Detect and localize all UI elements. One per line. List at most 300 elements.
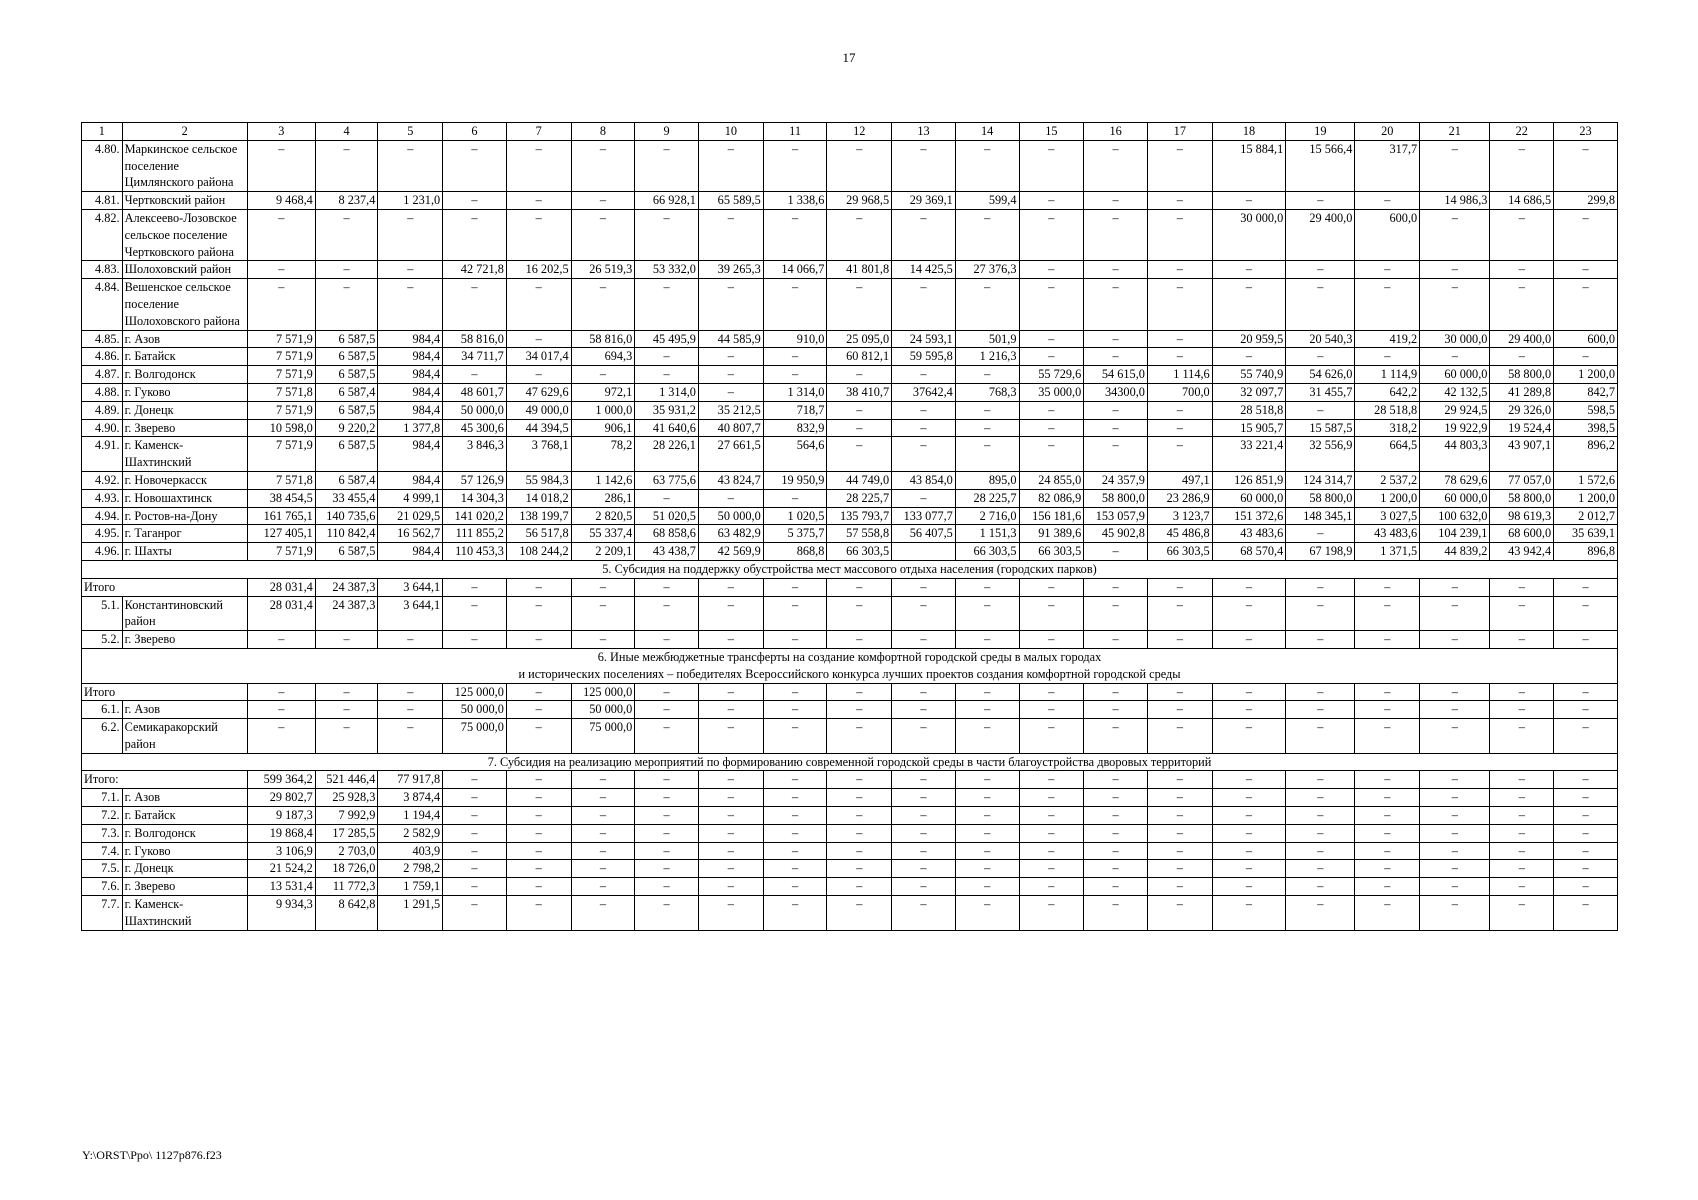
- value-cell: –: [1147, 140, 1212, 191]
- value-cell: 1 338,6: [763, 192, 827, 210]
- municipality-name: г. Каменск-Шахтинский: [122, 896, 247, 931]
- value-cell: 27 661,5: [698, 437, 763, 472]
- value-cell: 16 562,7: [378, 525, 443, 543]
- row-number: 7.7.: [82, 896, 123, 931]
- value-cell: 24 357,9: [1084, 471, 1148, 489]
- value-cell: 43 438,7: [635, 543, 699, 561]
- value-cell: –: [1554, 807, 1618, 825]
- section-heading: [82, 648, 1618, 683]
- value-cell: –: [378, 631, 443, 649]
- value-cell: –: [827, 789, 892, 807]
- column-header: 20: [1355, 123, 1420, 141]
- value-cell: –: [1084, 140, 1148, 191]
- value-cell: –: [1355, 348, 1420, 366]
- value-cell: 2 582,9: [378, 824, 443, 842]
- value-cell: –: [1286, 701, 1355, 719]
- value-cell: –: [315, 279, 378, 330]
- value-cell: –: [1286, 878, 1355, 896]
- value-cell: 1 759,1: [378, 878, 443, 896]
- value-cell: 43 907,1: [1490, 437, 1554, 472]
- file-path-footer: Y:\ORST\Ppo\ 1127p876.f23: [82, 1148, 222, 1162]
- column-header: 1: [82, 123, 123, 141]
- value-cell: 20 540,3: [1286, 330, 1355, 348]
- row-number: 5.1.: [82, 596, 123, 631]
- table-row: [82, 140, 1618, 191]
- value-cell: –: [635, 719, 699, 754]
- value-cell: 33 221,4: [1212, 437, 1286, 472]
- value-cell: 78 629,6: [1420, 471, 1490, 489]
- value-cell: –: [1554, 631, 1618, 649]
- table-row: [82, 789, 1618, 807]
- value-cell: 8 642,8: [315, 896, 378, 931]
- value-cell: –: [827, 578, 892, 596]
- value-cell: –: [506, 896, 571, 931]
- value-cell: –: [1147, 401, 1212, 419]
- municipality-name: г. Гуково: [122, 383, 247, 401]
- value-cell: –: [315, 719, 378, 754]
- value-cell: 2 716,0: [955, 507, 1019, 525]
- municipality-name: Вешенское сельское поселение Шолоховского района: [122, 279, 247, 330]
- value-cell: 972,1: [571, 383, 635, 401]
- value-cell: –: [1147, 807, 1212, 825]
- value-cell: 896,2: [1554, 437, 1618, 472]
- value-cell: 1 114,9: [1355, 366, 1420, 384]
- value-cell: –: [443, 140, 507, 191]
- value-cell: –: [247, 261, 315, 279]
- value-cell: 56 407,5: [892, 525, 956, 543]
- value-cell: 599,4: [955, 192, 1019, 210]
- value-cell: 718,7: [763, 401, 827, 419]
- value-cell: –: [1147, 771, 1212, 789]
- value-cell: –: [1084, 437, 1148, 472]
- value-cell: –: [635, 896, 699, 931]
- table-row: [82, 209, 1618, 260]
- value-cell: –: [247, 631, 315, 649]
- value-cell: 700,0: [1147, 383, 1212, 401]
- value-cell: –: [955, 401, 1019, 419]
- value-cell: –: [698, 383, 763, 401]
- value-cell: 5 375,7: [763, 525, 827, 543]
- value-cell: –: [1420, 824, 1490, 842]
- value-cell: –: [1019, 824, 1084, 842]
- value-cell: –: [506, 631, 571, 649]
- row-number: 5.2.: [82, 631, 123, 649]
- column-header: 7: [506, 123, 571, 141]
- value-cell: –: [635, 348, 699, 366]
- table-row: [82, 807, 1618, 825]
- value-cell: –: [1554, 842, 1618, 860]
- value-cell: 75 000,0: [443, 719, 507, 754]
- value-cell: –: [506, 842, 571, 860]
- value-cell: –: [1019, 401, 1084, 419]
- value-cell: –: [378, 701, 443, 719]
- value-cell: –: [763, 683, 827, 701]
- value-cell: 60 000,0: [1212, 489, 1286, 507]
- column-header: 15: [1019, 123, 1084, 141]
- value-cell: –: [763, 789, 827, 807]
- value-cell: –: [1019, 701, 1084, 719]
- value-cell: –: [1019, 719, 1084, 754]
- value-cell: –: [1147, 261, 1212, 279]
- value-cell: –: [955, 842, 1019, 860]
- value-cell: –: [1355, 596, 1420, 631]
- budget-table: [81, 122, 1618, 931]
- value-cell: 842,7: [1554, 383, 1618, 401]
- value-cell: 30 000,0: [1212, 209, 1286, 260]
- value-cell: –: [892, 719, 956, 754]
- value-cell: –: [247, 140, 315, 191]
- value-cell: –: [955, 824, 1019, 842]
- municipality-name: г. Таганрог: [122, 525, 247, 543]
- value-cell: –: [1147, 701, 1212, 719]
- value-cell: 1 291,5: [378, 896, 443, 931]
- value-cell: –: [1019, 279, 1084, 330]
- municipality-name: Чертковский район: [122, 192, 247, 210]
- table-row: [82, 192, 1618, 210]
- value-cell: 664,5: [1355, 437, 1420, 472]
- value-cell: –: [1212, 824, 1286, 842]
- value-cell: 1 151,3: [955, 525, 1019, 543]
- value-cell: –: [763, 896, 827, 931]
- value-cell: –: [1019, 683, 1084, 701]
- value-cell: –: [763, 878, 827, 896]
- value-cell: –: [1490, 824, 1554, 842]
- value-cell: 11 772,3: [315, 878, 378, 896]
- value-cell: –: [1420, 683, 1490, 701]
- value-cell: –: [1212, 807, 1286, 825]
- value-cell: –: [443, 771, 507, 789]
- value-cell: 984,4: [378, 543, 443, 561]
- municipality-name: г. Новошахтинск: [122, 489, 247, 507]
- value-cell: –: [443, 896, 507, 931]
- value-cell: –: [1019, 437, 1084, 472]
- value-cell: 35 000,0: [1019, 383, 1084, 401]
- row-number: 6.2.: [82, 719, 123, 754]
- value-cell: 42 569,9: [698, 543, 763, 561]
- value-cell: 29 326,0: [1490, 401, 1554, 419]
- row-number: 4.95.: [82, 525, 123, 543]
- value-cell: –: [443, 596, 507, 631]
- column-header: 17: [1147, 123, 1212, 141]
- value-cell: 68 858,6: [635, 525, 699, 543]
- value-cell: 125 000,0: [443, 683, 507, 701]
- value-cell: 58 800,0: [1286, 489, 1355, 507]
- municipality-name: г. Азов: [122, 330, 247, 348]
- value-cell: –: [1147, 860, 1212, 878]
- value-cell: –: [506, 683, 571, 701]
- column-header: 6: [443, 123, 507, 141]
- value-cell: 2 820,5: [571, 507, 635, 525]
- value-cell: 14 986,3: [1420, 192, 1490, 210]
- value-cell: 39 265,3: [698, 261, 763, 279]
- row-number: 4.92.: [82, 471, 123, 489]
- value-cell: –: [1084, 701, 1148, 719]
- value-cell: 25 095,0: [827, 330, 892, 348]
- value-cell: 28 518,8: [1355, 401, 1420, 419]
- value-cell: –: [1490, 683, 1554, 701]
- value-cell: –: [506, 878, 571, 896]
- value-cell: 50 000,0: [571, 701, 635, 719]
- value-cell: –: [763, 860, 827, 878]
- column-header: 13: [892, 123, 956, 141]
- value-cell: 2 798,2: [378, 860, 443, 878]
- value-cell: 41 801,8: [827, 261, 892, 279]
- value-cell: 24 593,1: [892, 330, 956, 348]
- value-cell: –: [698, 596, 763, 631]
- value-cell: 44 839,2: [1420, 543, 1490, 561]
- value-cell: 28 031,4: [247, 578, 315, 596]
- value-cell: –: [892, 896, 956, 931]
- value-cell: 34 017,4: [506, 348, 571, 366]
- value-cell: –: [378, 719, 443, 754]
- value-cell: –: [1355, 631, 1420, 649]
- value-cell: 317,7: [1355, 140, 1420, 191]
- value-cell: 100 632,0: [1420, 507, 1490, 525]
- value-cell: –: [635, 140, 699, 191]
- value-cell: 28 031,4: [247, 596, 315, 631]
- value-cell: –: [1420, 209, 1490, 260]
- column-header: 23: [1554, 123, 1618, 141]
- value-cell: 9 468,4: [247, 192, 315, 210]
- value-cell: 37642,4: [892, 383, 956, 401]
- value-cell: –: [315, 261, 378, 279]
- municipality-name: г. Азов: [122, 701, 247, 719]
- value-cell: –: [955, 878, 1019, 896]
- value-cell: –: [1554, 209, 1618, 260]
- value-cell: –: [443, 366, 507, 384]
- value-cell: –: [1554, 824, 1618, 842]
- value-cell: –: [1147, 578, 1212, 596]
- column-header: 5: [378, 123, 443, 141]
- column-header: 2: [122, 123, 247, 141]
- value-cell: –: [955, 807, 1019, 825]
- value-cell: –: [443, 631, 507, 649]
- value-cell: –: [1019, 209, 1084, 260]
- value-cell: –: [1554, 860, 1618, 878]
- value-cell: [892, 543, 956, 561]
- municipality-name: г. Ростов-на-Дону: [122, 507, 247, 525]
- value-cell: 1 000,0: [571, 401, 635, 419]
- value-cell: 29 924,5: [1420, 401, 1490, 419]
- municipality-name: Семикаракорский район: [122, 719, 247, 754]
- value-cell: 24 855,0: [1019, 471, 1084, 489]
- value-cell: –: [1084, 807, 1148, 825]
- row-number: 7.1.: [82, 789, 123, 807]
- value-cell: –: [1084, 683, 1148, 701]
- municipality-name: г. Донецк: [122, 401, 247, 419]
- value-cell: 28 225,7: [955, 489, 1019, 507]
- column-header: 18: [1212, 123, 1286, 141]
- value-cell: 68 600,0: [1490, 525, 1554, 543]
- value-cell: –: [763, 842, 827, 860]
- row-number: 4.85.: [82, 330, 123, 348]
- value-cell: 124 314,7: [1286, 471, 1355, 489]
- value-cell: 58 816,0: [571, 330, 635, 348]
- row-number: 4.94.: [82, 507, 123, 525]
- value-cell: –: [1212, 842, 1286, 860]
- value-cell: 63 482,9: [698, 525, 763, 543]
- value-cell: –: [763, 209, 827, 260]
- value-cell: 600,0: [1355, 209, 1420, 260]
- value-cell: –: [1554, 896, 1618, 931]
- value-cell: 126 851,9: [1212, 471, 1286, 489]
- value-cell: 49 000,0: [506, 401, 571, 419]
- value-cell: 14 304,3: [443, 489, 507, 507]
- value-cell: –: [1019, 578, 1084, 596]
- value-cell: –: [1212, 631, 1286, 649]
- column-header: 12: [827, 123, 892, 141]
- value-cell: –: [1084, 878, 1148, 896]
- value-cell: 50 000,0: [698, 507, 763, 525]
- value-cell: 984,4: [378, 471, 443, 489]
- value-cell: –: [1286, 719, 1355, 754]
- value-cell: –: [1147, 596, 1212, 631]
- value-cell: –: [892, 789, 956, 807]
- value-cell: –: [763, 596, 827, 631]
- value-cell: 1 231,0: [378, 192, 443, 210]
- value-cell: –: [827, 807, 892, 825]
- value-cell: –: [506, 330, 571, 348]
- value-cell: –: [1019, 596, 1084, 631]
- value-cell: 29 369,1: [892, 192, 956, 210]
- municipality-name: Шолоховский район: [122, 261, 247, 279]
- value-cell: 896,8: [1554, 543, 1618, 561]
- table-row: [82, 471, 1618, 489]
- value-cell: –: [1147, 878, 1212, 896]
- row-number: 4.83.: [82, 261, 123, 279]
- value-cell: –: [763, 771, 827, 789]
- value-cell: –: [1286, 401, 1355, 419]
- value-cell: 984,4: [378, 383, 443, 401]
- value-cell: –: [892, 842, 956, 860]
- value-cell: –: [1084, 330, 1148, 348]
- value-cell: 45 902,8: [1084, 525, 1148, 543]
- value-cell: 2 537,2: [1355, 471, 1420, 489]
- value-cell: 55 729,6: [1019, 366, 1084, 384]
- value-cell: –: [378, 279, 443, 330]
- column-header: 3: [247, 123, 315, 141]
- value-cell: –: [506, 578, 571, 596]
- value-cell: –: [1084, 279, 1148, 330]
- value-cell: 45 300,6: [443, 419, 507, 437]
- value-cell: 419,2: [1355, 330, 1420, 348]
- value-cell: 153 057,9: [1084, 507, 1148, 525]
- value-cell: –: [698, 878, 763, 896]
- value-cell: –: [1490, 771, 1554, 789]
- value-cell: –: [827, 719, 892, 754]
- value-cell: 148 345,1: [1286, 507, 1355, 525]
- value-cell: –: [892, 701, 956, 719]
- value-cell: 29 968,5: [827, 192, 892, 210]
- value-cell: –: [1286, 683, 1355, 701]
- value-cell: –: [635, 807, 699, 825]
- value-cell: 55 740,9: [1212, 366, 1286, 384]
- table-row: [82, 279, 1618, 330]
- value-cell: 768,3: [955, 383, 1019, 401]
- value-cell: –: [443, 789, 507, 807]
- value-cell: 1 572,6: [1554, 471, 1618, 489]
- row-number: 4.87.: [82, 366, 123, 384]
- value-cell: –: [1554, 596, 1618, 631]
- value-cell: –: [955, 701, 1019, 719]
- value-cell: –: [1212, 261, 1286, 279]
- value-cell: 6 587,5: [315, 437, 378, 472]
- value-cell: 4 999,1: [378, 489, 443, 507]
- value-cell: –: [698, 209, 763, 260]
- value-cell: –: [1420, 596, 1490, 631]
- value-cell: –: [1084, 192, 1148, 210]
- value-cell: –: [698, 140, 763, 191]
- municipality-name: г. Зверево: [122, 631, 247, 649]
- value-cell: –: [1554, 878, 1618, 896]
- column-header: 9: [635, 123, 699, 141]
- value-cell: –: [892, 401, 956, 419]
- value-cell: 868,8: [763, 543, 827, 561]
- value-cell: –: [571, 842, 635, 860]
- value-cell: 984,4: [378, 366, 443, 384]
- value-cell: –: [1420, 771, 1490, 789]
- municipality-name: Алексеево-Лозовское сельское поселение Чертковского района: [122, 209, 247, 260]
- value-cell: –: [1019, 192, 1084, 210]
- section-heading: [82, 560, 1618, 578]
- municipality-name: г. Каменск-Шахтинский: [122, 437, 247, 472]
- value-cell: 50 000,0: [443, 701, 507, 719]
- value-cell: 28 226,1: [635, 437, 699, 472]
- value-cell: 51 020,5: [635, 507, 699, 525]
- value-cell: –: [635, 683, 699, 701]
- value-cell: 25 928,3: [315, 789, 378, 807]
- value-cell: 1 314,0: [635, 383, 699, 401]
- value-cell: –: [955, 437, 1019, 472]
- row-number: 4.80.: [82, 140, 123, 191]
- value-cell: –: [698, 701, 763, 719]
- value-cell: –: [1355, 683, 1420, 701]
- value-cell: –: [1355, 261, 1420, 279]
- value-cell: –: [763, 140, 827, 191]
- value-cell: 694,3: [571, 348, 635, 366]
- value-cell: –: [698, 631, 763, 649]
- value-cell: 16 202,5: [506, 261, 571, 279]
- value-cell: –: [955, 860, 1019, 878]
- column-header: 8: [571, 123, 635, 141]
- value-cell: 2 012,7: [1554, 507, 1618, 525]
- value-cell: 66 303,5: [1147, 543, 1212, 561]
- value-cell: 58 800,0: [1084, 489, 1148, 507]
- municipality-name: г. Волгодонск: [122, 824, 247, 842]
- value-cell: 598,5: [1554, 401, 1618, 419]
- value-cell: –: [1147, 419, 1212, 437]
- value-cell: –: [1355, 842, 1420, 860]
- section-heading-text: 5. Субсидия на поддержку обустройства мест массового отдыха населения (городских парков): [602, 561, 1097, 576]
- value-cell: 33 455,4: [315, 489, 378, 507]
- value-cell: –: [635, 860, 699, 878]
- value-cell: –: [1084, 860, 1148, 878]
- value-cell: –: [378, 261, 443, 279]
- value-cell: 44 394,5: [506, 419, 571, 437]
- value-cell: –: [1420, 860, 1490, 878]
- value-cell: –: [1355, 701, 1420, 719]
- value-cell: –: [1084, 348, 1148, 366]
- value-cell: 15 905,7: [1212, 419, 1286, 437]
- value-cell: –: [763, 348, 827, 366]
- municipality-name: г. Донецк: [122, 860, 247, 878]
- value-cell: –: [635, 366, 699, 384]
- value-cell: –: [1355, 807, 1420, 825]
- value-cell: –: [1490, 261, 1554, 279]
- value-cell: –: [506, 789, 571, 807]
- value-cell: 14 425,5: [892, 261, 956, 279]
- value-cell: –: [1147, 824, 1212, 842]
